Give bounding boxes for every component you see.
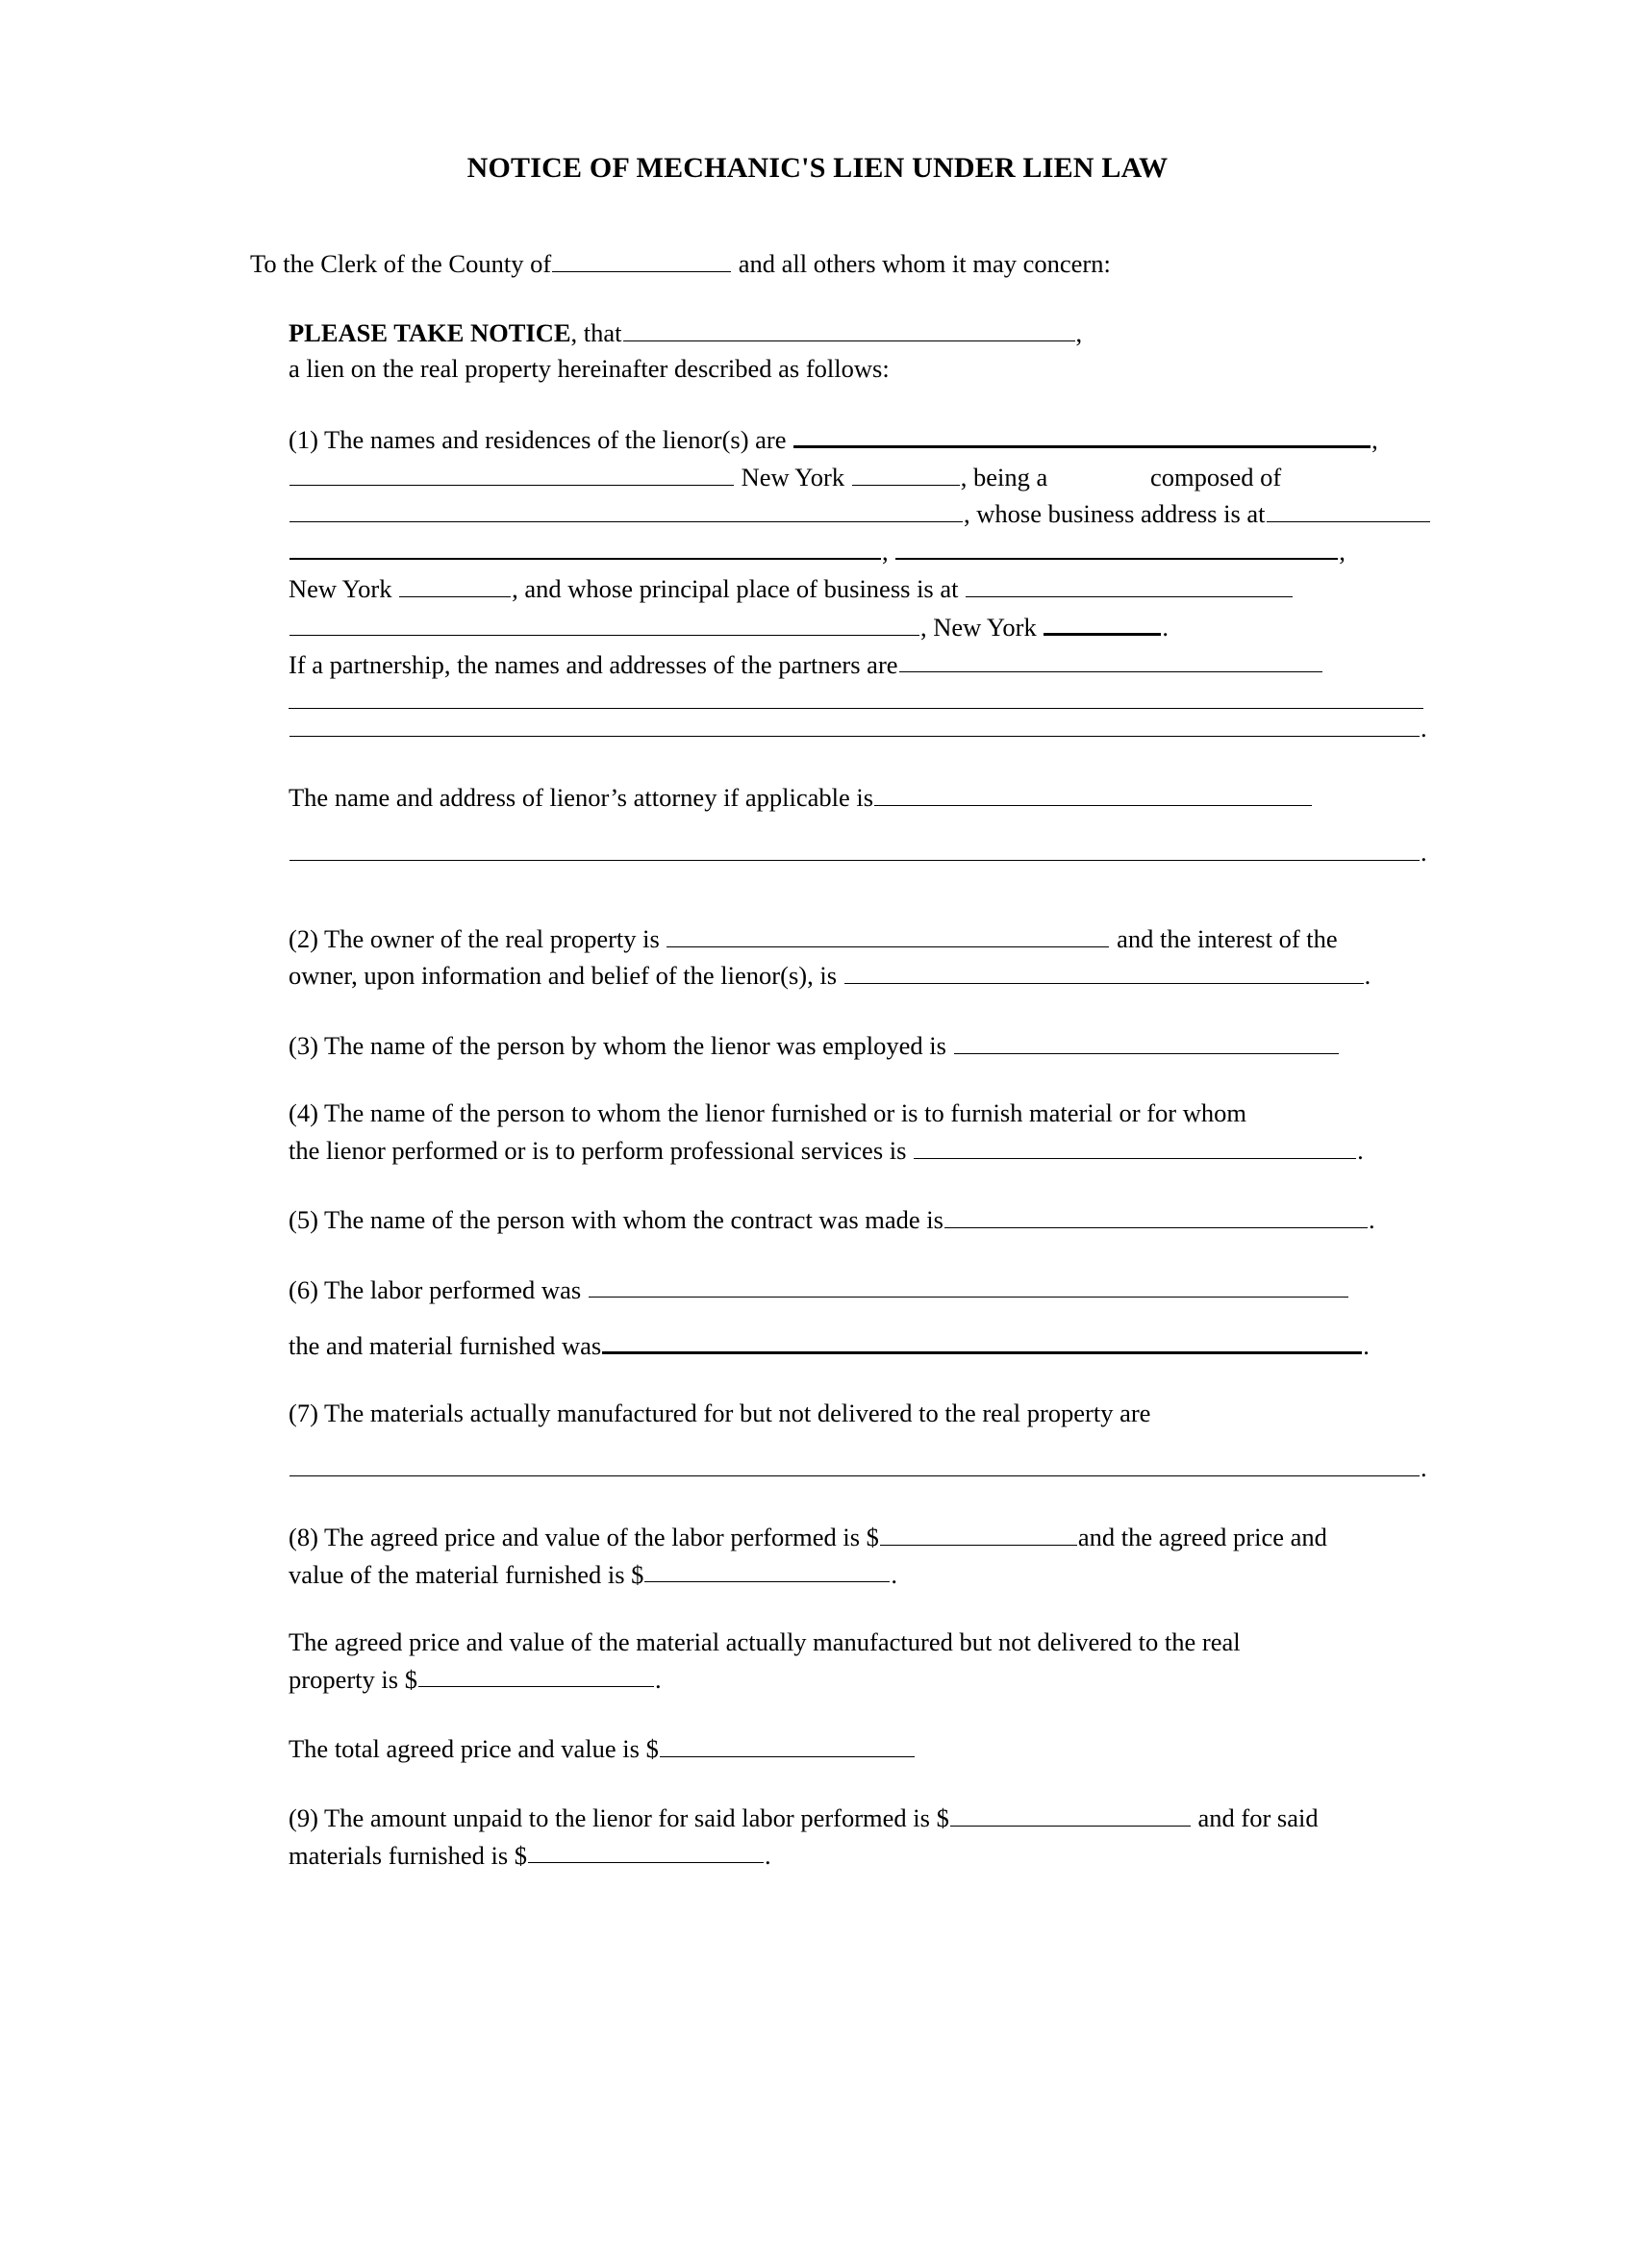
item2-owner-blank[interactable] <box>667 920 1109 947</box>
item1-new-york-1: New York <box>741 462 845 491</box>
item1-zip-blank-2[interactable] <box>399 569 511 597</box>
document-body <box>144 185 1491 1873</box>
item3-label: (3) The name of the person by whom the lienor was employed is <box>289 1030 946 1060</box>
item1-attorney-line2 <box>289 833 1491 869</box>
item9-labor-unpaid-blank[interactable] <box>950 1799 1191 1827</box>
item1-business-address-blank-3[interactable] <box>895 531 1338 560</box>
item5-line <box>289 1200 1491 1237</box>
item8-labor-price-blank[interactable] <box>880 1518 1077 1546</box>
item8-para2-line2 <box>289 1660 1491 1697</box>
item1-residence-blank[interactable] <box>289 458 734 486</box>
item6-label: (6) The labor performed was <box>289 1274 582 1304</box>
item1-partners-line3 <box>289 709 1491 745</box>
item1-zip-blank-3[interactable] <box>1044 606 1161 636</box>
item8-total-price-blank[interactable] <box>660 1729 915 1757</box>
item1-partners-blank-2[interactable] <box>289 682 1423 709</box>
notice-comma: , <box>1075 318 1083 348</box>
item1-name-blank[interactable] <box>793 418 1371 448</box>
item1-label: (1) The names and residences of the lienor(s) are <box>289 425 787 455</box>
item1-attorney-line <box>289 778 1491 815</box>
item1-line6 <box>289 606 1491 644</box>
item7-materials-blank[interactable] <box>289 1449 1420 1476</box>
item1-business-address-blank-1[interactable] <box>1267 494 1430 522</box>
item5-contract-person-blank[interactable] <box>944 1200 1368 1228</box>
item9-line2-a: materials furnished is $ <box>289 1840 528 1870</box>
item8-para2-line1: The agreed price and value of the material actually manufactured but not delivered to the real <box>289 1626 1241 1656</box>
item2-period: . <box>1364 961 1371 991</box>
item1-partners-blank-3[interactable] <box>289 709 1420 737</box>
item5-period: . <box>1368 1204 1375 1234</box>
item9-line1 <box>289 1799 1491 1835</box>
item1-attorney-period: . <box>1421 837 1427 867</box>
item7-line2 <box>289 1449 1491 1485</box>
item2-second-line-label: owner, upon information and belief of the lienor(s), is <box>289 961 838 991</box>
page-title: NOTICE OF MECHANIC'S LIEN UNDER LIEN LAW <box>466 152 1169 184</box>
item8-line1-b: and the agreed price and <box>1077 1523 1327 1552</box>
document-page <box>0 152 1635 2268</box>
item9-materials-unpaid-blank[interactable] <box>528 1836 764 1864</box>
item9-line2 <box>289 1836 1491 1873</box>
lien-description-line: a lien on the real property hereinafter described as follows: <box>289 353 890 383</box>
item1-principal-place: , and whose principal place of business is at <box>512 573 959 603</box>
item1-line4 <box>289 531 1491 568</box>
item7-line1: (7) The materials actually manufactured for but not delivered to the real property are <box>289 1399 1151 1428</box>
item1-new-york-2: New York <box>289 573 392 603</box>
item1-period: . <box>1162 613 1169 642</box>
item1-attorney-blank-2[interactable] <box>289 833 1420 861</box>
item1-attorney-label: The name and address of lienor’s attorney if applicable is <box>289 783 874 813</box>
clerk-county-blank[interactable] <box>552 244 731 272</box>
item1-line2 <box>289 458 1491 494</box>
item1-line5 <box>289 569 1491 606</box>
item6-material-label: the and material furnished was <box>289 1330 602 1360</box>
item4-person-blank[interactable] <box>914 1131 1356 1159</box>
item8-manufactured-price-blank[interactable] <box>418 1660 654 1688</box>
item6-labor-blank[interactable] <box>589 1271 1348 1298</box>
item9-line1-a: (9) The amount unpaid to the lienor for said labor performed is $ <box>289 1803 949 1833</box>
item5-label: (5) The name of the person with whom the contract was made is <box>289 1204 943 1234</box>
item1-partnership-line <box>289 645 1491 682</box>
item1-partnership-period: . <box>1421 713 1427 743</box>
notice-name-blank[interactable] <box>623 314 1075 341</box>
item4-line2-label: the lienor performed or is to perform professional services is <box>289 1135 907 1165</box>
item4-line2 <box>289 1131 1491 1168</box>
item1-whose-business: , whose business address is at <box>964 498 1266 528</box>
item2-line2 <box>289 956 1491 993</box>
clerk-suffix-text: and all others whom it may concern: <box>732 248 1111 278</box>
item4-line1: (4) The name of the person to whom the lienor furnished or is to furnish material or for whom <box>289 1098 1246 1128</box>
item6-line1 <box>289 1271 1491 1307</box>
item1-principal-address-blank-1[interactable] <box>966 569 1293 597</box>
item1-comma: , <box>1371 425 1378 455</box>
item8-line2 <box>289 1555 1491 1592</box>
item1-being-a: , being a <box>960 462 1048 491</box>
item4-period: . <box>1357 1135 1364 1165</box>
item8-line1 <box>289 1518 1491 1554</box>
item9-line2-b: . <box>765 1840 771 1870</box>
item8-line2-b: . <box>891 1559 898 1589</box>
item8-total-label: The total agreed price and value is $ <box>289 1733 659 1763</box>
item1-business-address-blank-2[interactable] <box>289 531 881 560</box>
item8-total-line <box>289 1729 1491 1766</box>
item6-line2 <box>289 1324 1491 1363</box>
item8-line1-a: (8) The agreed price and value of the labor performed is $ <box>289 1523 879 1552</box>
item2-interest-blank[interactable] <box>844 956 1364 984</box>
item2-label: (2) The owner of the real property is <box>289 923 660 953</box>
item1-line1 <box>289 418 1491 457</box>
item1-composed-of: composed of <box>1150 462 1282 491</box>
item1-composed-of-blank[interactable] <box>289 494 963 522</box>
item8-line2-a: value of the material furnished is $ <box>289 1559 644 1589</box>
please-take-notice-rest: , that <box>570 318 622 348</box>
item1-comma-end: , <box>1339 537 1346 567</box>
item8-para2-line2-b: . <box>654 1664 662 1694</box>
clerk-prefix-text: To the Clerk of the County of <box>250 248 552 278</box>
item3-line <box>289 1026 1491 1063</box>
item6-period: . <box>1363 1330 1370 1360</box>
please-take-notice-label: PLEASE TAKE NOTICE <box>289 318 571 348</box>
item8-material-price-blank[interactable] <box>644 1555 890 1583</box>
item1-attorney-blank-1[interactable] <box>874 778 1312 806</box>
item1-partners-blank-1[interactable] <box>899 645 1322 673</box>
item1-line3 <box>289 494 1491 531</box>
item1-new-york-3: , New York <box>920 613 1037 642</box>
please-take-notice-line <box>289 314 1491 350</box>
item6-material-blank[interactable] <box>602 1324 1362 1354</box>
item7-period: . <box>1421 1452 1427 1482</box>
item1-entity-type-blank[interactable] <box>1048 459 1060 486</box>
item2-mid-text: and the interest of the <box>1117 923 1338 953</box>
item1-partnership-label: If a partnership, the names and addresses of the partners are <box>289 649 898 679</box>
item1-comma-mid: , <box>882 537 889 567</box>
item3-employer-blank[interactable] <box>954 1026 1339 1054</box>
clerk-line <box>250 244 1491 281</box>
item2-line1 <box>289 920 1491 956</box>
item1-principal-address-blank-2[interactable] <box>289 608 919 636</box>
item9-line1-b: and for said <box>1197 1803 1319 1833</box>
item1-zip-blank-1[interactable] <box>852 458 960 486</box>
item8-para2-line2-a: property is $ <box>289 1664 417 1694</box>
